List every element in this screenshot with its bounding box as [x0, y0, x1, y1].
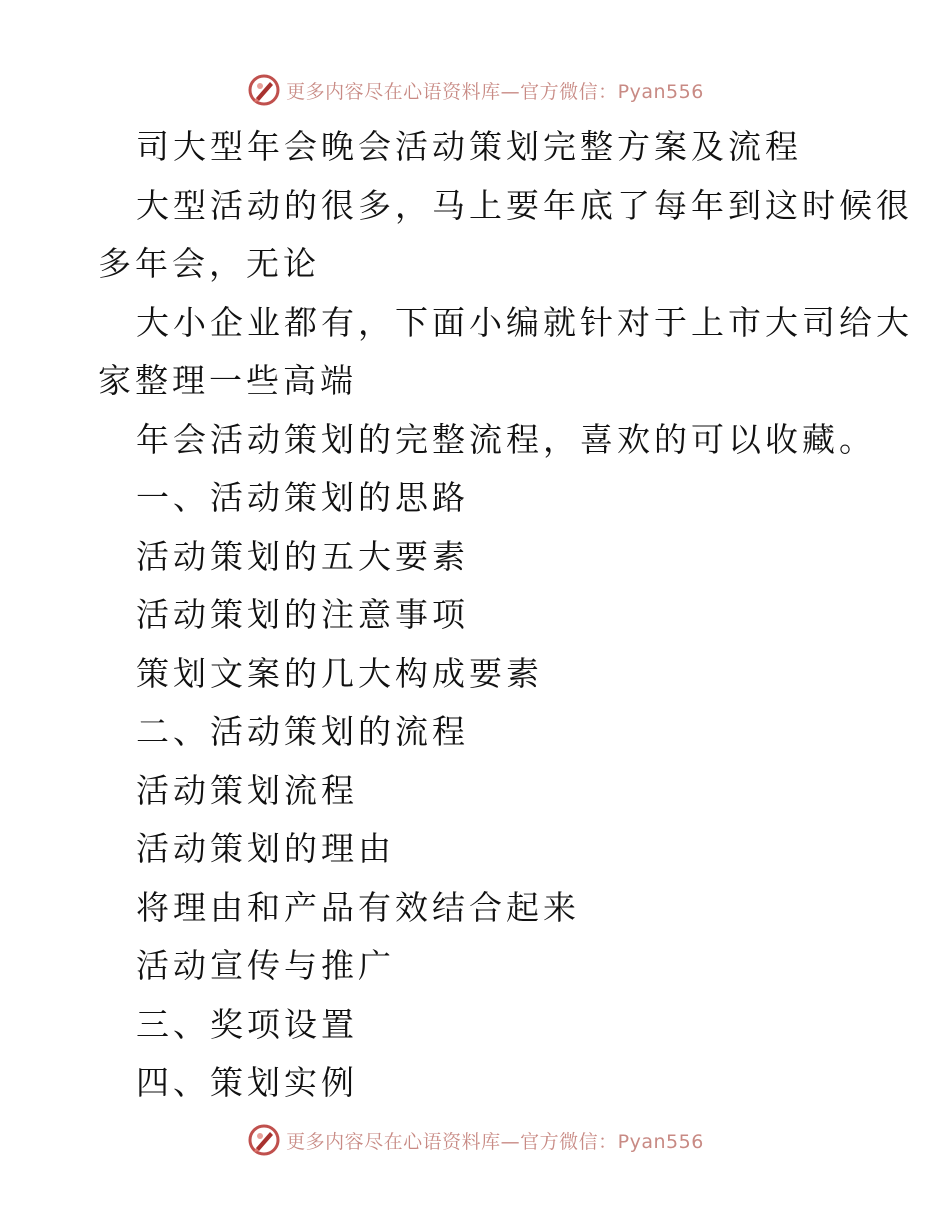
text-line: 二、活动策划的流程 — [136, 712, 469, 751]
banner-text: 更多内容尽在心语资料库—官方微信：Pyan556 — [286, 80, 704, 103]
text-line: 活动宣传与推广 — [136, 946, 395, 985]
text-line: 活动策划的理由 — [136, 829, 395, 868]
text-line: 年会活动策划的完整流程，喜欢的可以收藏。 — [136, 419, 876, 459]
footer-banner — [0, 1118, 950, 1162]
text-line: 家整理一些高端 — [98, 361, 357, 400]
text-line: 活动策划的注意事项 — [136, 595, 469, 634]
flower-pen-logo-icon — [246, 1122, 282, 1158]
text-line: 司大型年会晚会活动策划完整方案及流程 — [136, 127, 802, 166]
text-line: 四、策划实例 — [136, 1063, 358, 1102]
text-line: 多年会，无论 — [98, 244, 320, 283]
text-line: 将理由和产品有效结合起来 — [136, 887, 580, 927]
header-banner — [0, 68, 950, 112]
text-line: 活动策划的五大要素 — [136, 536, 469, 576]
text-line: 大小企业都有，下面小编就针对于上市大司给大 — [136, 302, 913, 342]
banner-text: 更多内容尽在心语资料库—官方微信：Pyan556 — [286, 1130, 704, 1153]
text-line: 三、奖项设置 — [136, 1004, 358, 1044]
text-line: 活动策划流程 — [136, 770, 358, 810]
document-body — [98, 118, 913, 1113]
text-line: 大型活动的很多，马上要年底了每年到这时候很 — [136, 185, 913, 225]
text-line: 一、活动策划的思路 — [136, 478, 469, 517]
flower-pen-logo-icon — [246, 72, 282, 108]
text-line: 策划文案的几大构成要素 — [136, 653, 543, 693]
